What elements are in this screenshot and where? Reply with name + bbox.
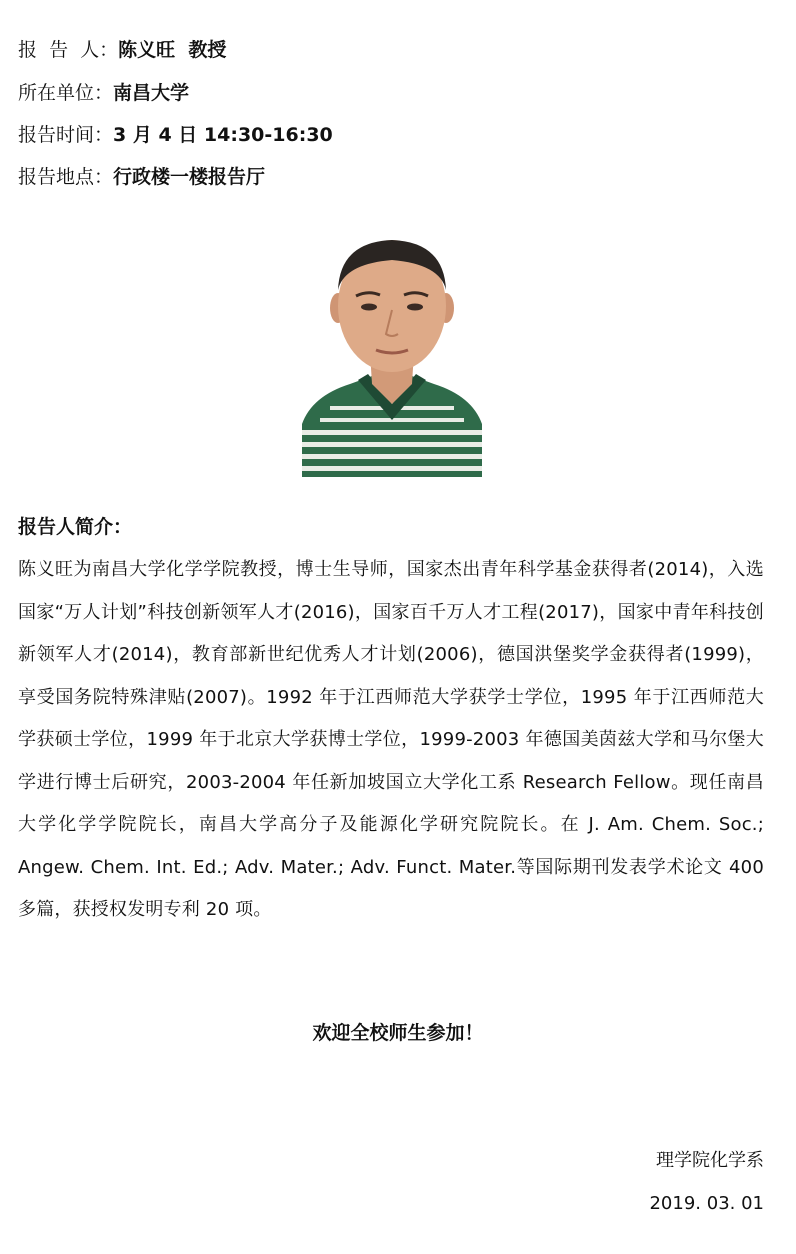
time-value: 3 月 4 日 14:30-16:30 xyxy=(113,124,333,146)
welcome-message: 欢迎全校师生参加！ xyxy=(312,1022,484,1044)
speaker-label: 报 告 人： xyxy=(18,39,119,61)
signature-date: 2019. 03. 01 xyxy=(649,1193,764,1214)
unit-line xyxy=(18,81,189,105)
bio-paragraph: 陈义旺为南昌大学化学学院教授，博士生导师，国家杰出青年科学基金获得者(2014)，入选国家“万人计划”科技创新领军人才(2016)，国家百千万人才工程(2017)，国家中青年科技创新领军人才(2014)，教育部新世纪优秀人才计划(2006)，德国洪堡奖学金获得者(1999)，享受国务院特殊津贴(2007)。1992 年于江西师范大学获学士学位，1995 年于江西师范大学获硕士学位，1999 年于北京大学获博士学位，1999-2003 年德国美茵兹大学和马尔堡大学进行博士后研究，2003-2004 年任新加坡国立大学化工系 Research Fellow。现任南昌大学化学学院院长，南昌大学高分子及能源化学研究院院长。在 J. Am. Chem. Soc.; Angew. Chem. Int. Ed.; Adv. Mater.; Adv. Funct. Mater.等国际期刊发表学术论文 400 多篇，获授权发明专利 20 项。 xyxy=(18,559,764,920)
place-line xyxy=(18,165,265,189)
speaker-portrait-svg xyxy=(302,234,482,477)
speaker-line xyxy=(18,38,226,62)
unit-label: 所在单位： xyxy=(18,82,114,104)
department-signature: 理学院化学系 xyxy=(656,1150,764,1171)
place-value: 行政楼一楼报告厅 xyxy=(113,166,266,188)
time-label: 报告时间： xyxy=(18,124,114,146)
speaker-portrait-icon xyxy=(302,234,482,477)
bio-heading: 报告人简介： xyxy=(18,516,133,538)
left-eye xyxy=(361,304,377,311)
time-line xyxy=(18,123,333,147)
speaker-value: 陈义旺 教授 xyxy=(118,39,227,61)
unit-value: 南昌大学 xyxy=(113,82,190,104)
place-label: 报告地点： xyxy=(18,166,114,188)
right-eye xyxy=(407,304,423,311)
